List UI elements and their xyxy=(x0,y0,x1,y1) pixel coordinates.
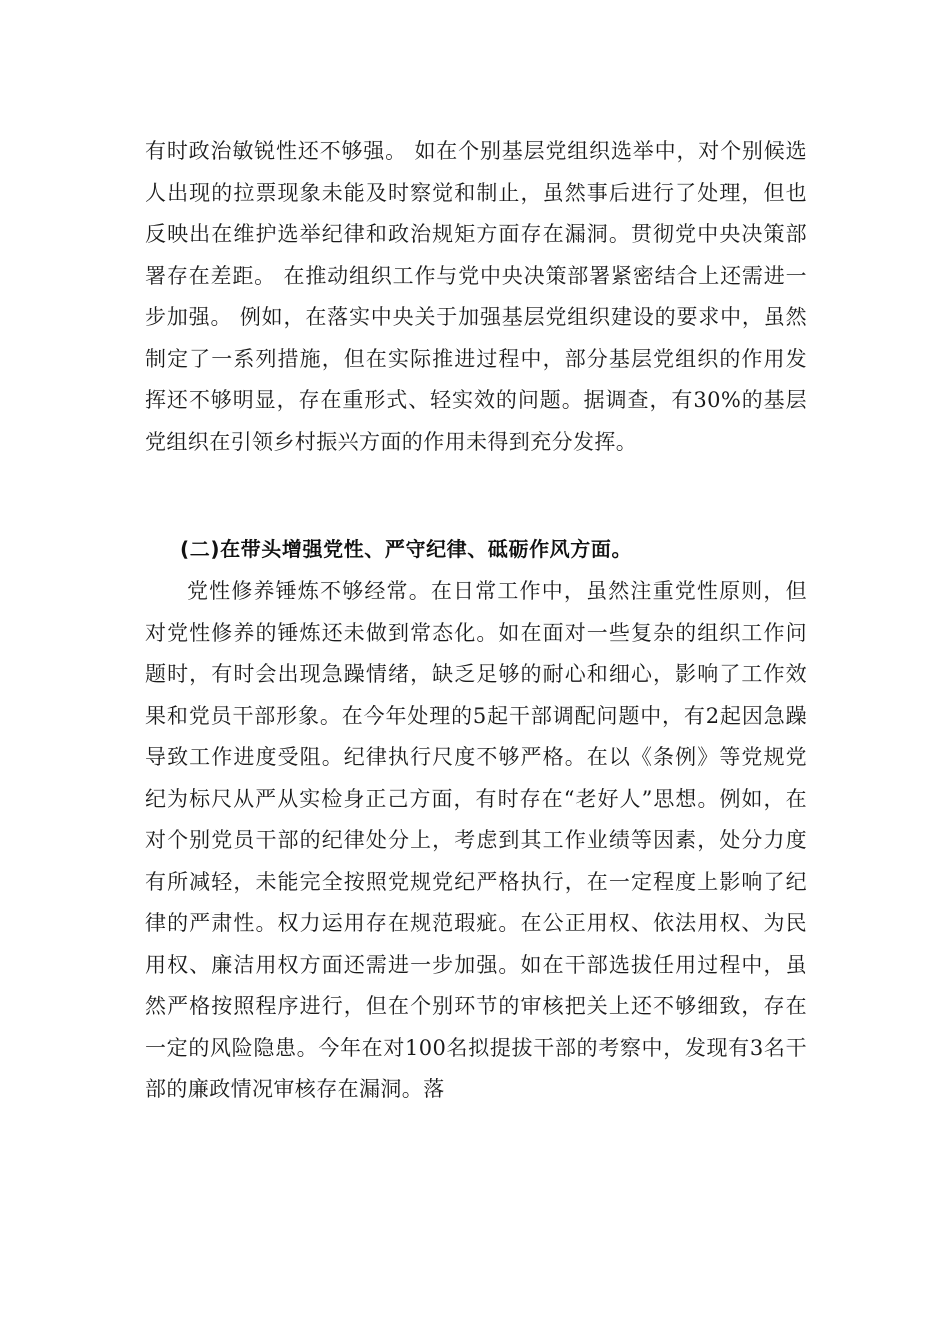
paragraph-block-2 xyxy=(145,571,807,1111)
paragraph-block-1 xyxy=(145,131,807,463)
body-paragraph-1: 有时政治敏锐性还不够强。 如在个别基层党组织选举中，对个别候选人出现的拉票现象未能及时察觉和制止，虽然事后进行了处理，但也反映出在维护选举纪律和政治规矩方面存在漏洞。贯彻党中央决策部署存在差距。 在推动组织工作与党中央决策部署紧密结合上还需进一步加强。 例如，在落实中央关于加强基层党组织建设的要求中，虽然制定了一系列措施，但在实际推进过程中，部分基层党组织的作用发挥还不够明显，存在重形式、轻实效的问题。据调查，有30%的基层党组织在引领乡村振兴方面的作用未得到充分发挥。 xyxy=(145,139,807,454)
section-heading: (二)在带头增强党性、严守纪律、砥砺作风方面。 xyxy=(180,537,633,561)
body-paragraph-2: 党性修养锤炼不够经常。在日常工作中，虽然注重党性原则，但对党性修养的锤炼还未做到常态化。如在面对一些复杂的组织工作问题时，有时会出现急躁情绪，缺乏足够的耐心和细心，影响了工作效果和党员干部形象。在今年处理的5起干部调配问题中，有2起因急躁导致工作进度受阻。纪律执行尺度不够严格。在以《条例》等党规党纪为标尺从严从实检身正己方面，有时存在“老好人”思想。例如，在对个别党员干部的纪律处分上，考虑到其工作业绩等因素，处分力度有所减轻，未能完全按照党规党纪严格执行，在一定程度上影响了纪律的严肃性。权力运用存在规范瑕疵。在公正用权、依法用权、为民用权、廉洁用权方面还需进一步加强。如在干部选拔任用过程中，虽然严格按照程序进行，但在个别环节的审核把关上还不够细致，存在一定的风险隐患。今年在对100名拟提拔干部的考察中，发现有3名干部的廉政情况审核存在漏洞。落 xyxy=(145,579,807,1101)
